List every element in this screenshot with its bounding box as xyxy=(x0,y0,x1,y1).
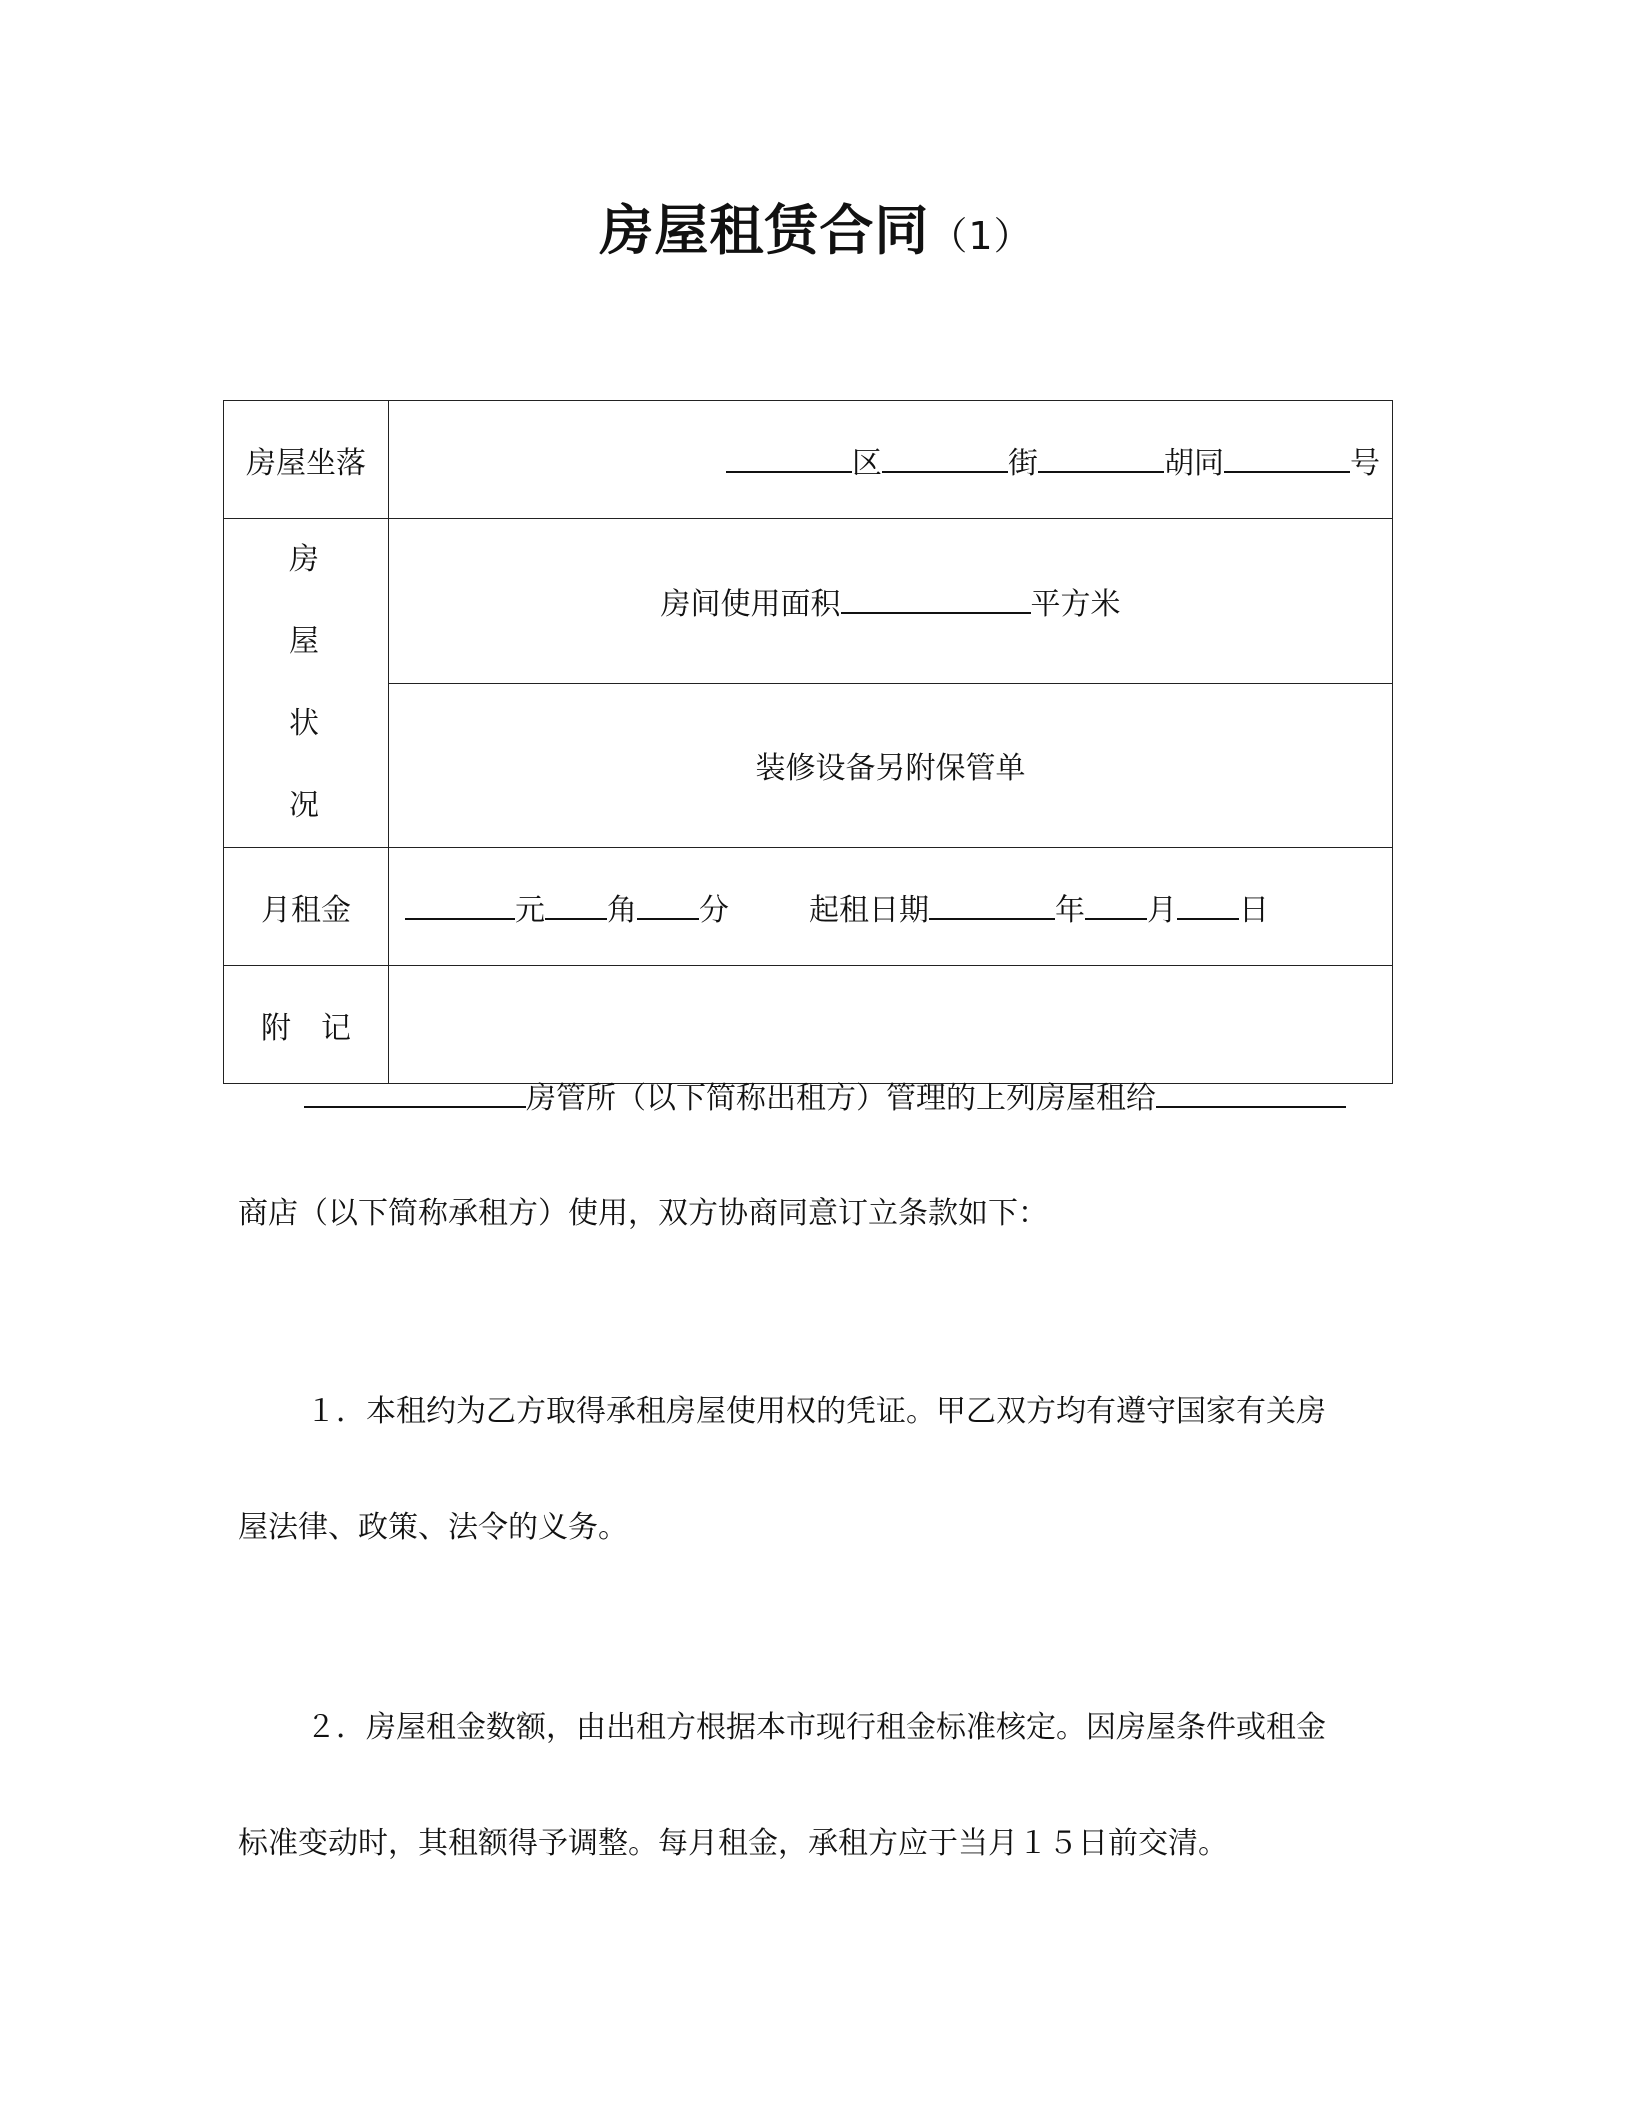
notes-field[interactable] xyxy=(389,966,1393,1084)
rent-fen-text: 分 xyxy=(699,892,729,928)
intro-line1-text: 房管所（以下简称出租方）管理的上列房屋租给 xyxy=(526,1081,1156,1116)
rent-label: 月租金 xyxy=(224,848,389,966)
hutong-text: 胡同 xyxy=(1164,445,1224,481)
start-day-blank[interactable] xyxy=(1177,888,1239,920)
start-month-text: 月 xyxy=(1147,892,1177,928)
landlord-blank[interactable] xyxy=(304,1076,526,1108)
start-month-blank[interactable] xyxy=(1085,888,1147,920)
area-blank[interactable] xyxy=(841,582,1031,614)
document-title xyxy=(0,196,1632,271)
condition-label-line1: 房 屋 xyxy=(289,542,405,659)
street-text: 街 xyxy=(1008,445,1038,481)
district-blank[interactable] xyxy=(726,441,852,473)
rent-yuan-text: 元 xyxy=(515,892,545,928)
area-field xyxy=(389,519,1393,684)
start-year-blank[interactable] xyxy=(929,888,1055,920)
location-label: 房屋坐落 xyxy=(224,401,389,519)
number-blank[interactable] xyxy=(1224,441,1350,473)
equipment-field: 装修设备另附保管单 xyxy=(389,683,1393,848)
table-row-notes xyxy=(224,966,1393,1084)
number-text: 号 xyxy=(1350,445,1380,481)
hutong-blank[interactable] xyxy=(1038,441,1164,473)
intro-line1 xyxy=(304,1076,1449,1121)
clause-1-line2: 屋法律、政策、法令的义务。 xyxy=(238,1510,628,1545)
rent-jiao-blank[interactable] xyxy=(545,888,607,920)
district-text: 区 xyxy=(852,445,882,481)
title-text: 房屋租赁合同 xyxy=(599,199,930,262)
start-day-text: 日 xyxy=(1239,892,1269,928)
rent-fen-blank[interactable] xyxy=(637,888,699,920)
area-text: 房间使用面积 xyxy=(660,586,841,622)
table-row-location xyxy=(224,401,1393,519)
notes-label: 附 记 xyxy=(224,966,389,1084)
street-blank[interactable] xyxy=(882,441,1008,473)
tenant-blank[interactable] xyxy=(1156,1076,1346,1108)
rent-fields xyxy=(389,848,1393,966)
start-date-label: 起租日期 xyxy=(809,892,929,928)
property-info-table xyxy=(223,400,1393,1084)
clause-2-line1: ２．房屋租金数额，由出租方根据本市现行租金标准核定。因房屋条件或租金 xyxy=(306,1710,1326,1745)
clause-2-line2: 标准变动时，其租额得予调整。每月租金，承租方应于当月１５日前交清。 xyxy=(238,1826,1228,1861)
rent-yuan-blank[interactable] xyxy=(405,888,515,920)
location-fields xyxy=(389,401,1393,519)
condition-label xyxy=(224,519,405,848)
start-year-text: 年 xyxy=(1055,892,1085,928)
table-row-area xyxy=(224,519,1393,684)
rent-jiao-text: 角 xyxy=(607,892,637,928)
condition-label-line2: 状 况 xyxy=(289,706,405,823)
table-row-rent xyxy=(224,848,1393,966)
intro-line2: 商店（以下简称承租方）使用，双方协商同意订立条款如下： xyxy=(238,1196,1048,1231)
area-unit: 平方米 xyxy=(1030,586,1121,622)
title-number: （1） xyxy=(929,214,1033,258)
clause-1-line1: １．本租约为乙方取得承租房屋使用权的凭证。甲乙双方均有遵守国家有关房 xyxy=(306,1394,1326,1429)
